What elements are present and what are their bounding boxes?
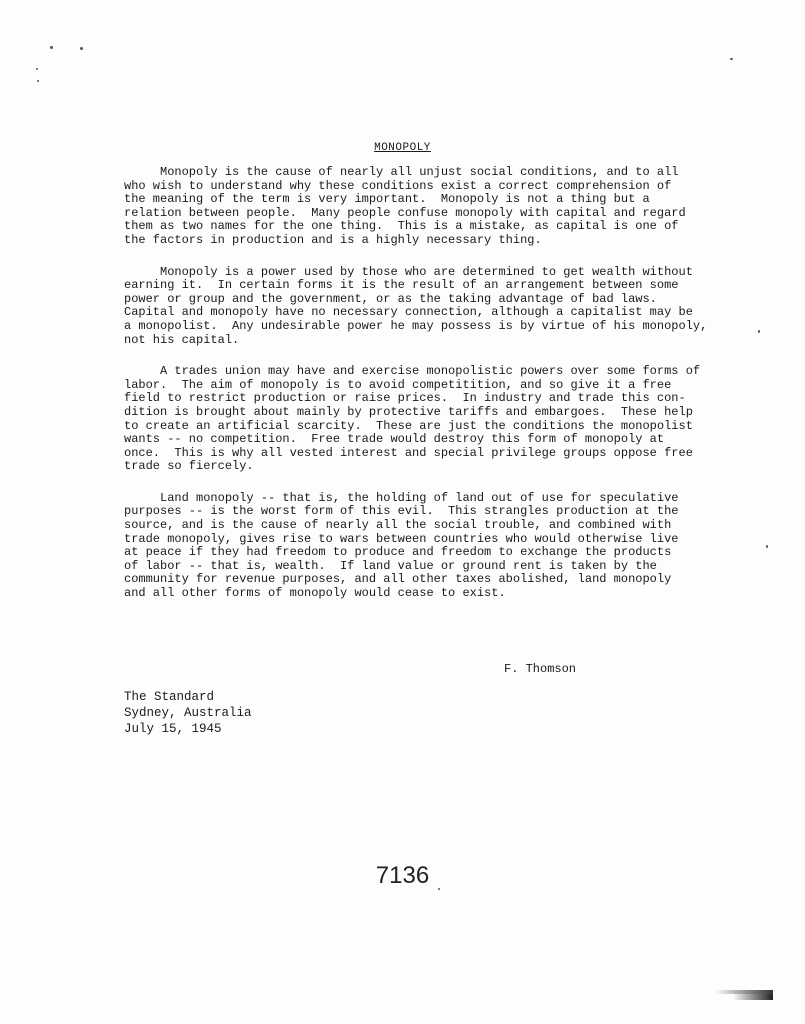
- text-line: Capital and monopoly have no necessary connection, although a capitalist may be: [124, 305, 693, 320]
- paragraph-3: [124, 364, 701, 474]
- text-line: A trades union may have and exercise monopolistic powers over some forms of: [124, 364, 701, 379]
- text-line: earning it. In certain forms it is the result of an arrangement between some: [124, 278, 679, 293]
- scan-speck: [766, 545, 768, 548]
- text-line: wants -- no competition. Free trade would destroy this form of monopoly at: [124, 432, 665, 447]
- paragraph-4: [124, 492, 684, 601]
- text-line: Monopoly is the cause of nearly all unjust social conditions, and to all: [124, 165, 679, 179]
- text-line: Land monopoly -- that is, the holding of land out of use for speculative: [124, 490, 679, 505]
- text-line: once. This is why all vested interest and special privilege groups oppose free: [124, 445, 693, 460]
- document-body: [124, 165, 708, 619]
- source-location: Sydney, Australia: [124, 706, 252, 720]
- text-line: source, and is the cause of nearly all the social trouble, and combined with: [124, 518, 672, 533]
- text-line: field to restrict production or raise prices. In industry and trade this con-: [124, 391, 686, 406]
- text-line: trade monopoly, gives rise to wars between countries who would otherwise live: [124, 531, 679, 546]
- text-line: the meaning of the term is very important. Monopoly is not a thing but a: [124, 192, 650, 207]
- text-line: them as two names for the one thing. This is a mistake, as capital is one of: [124, 219, 679, 234]
- scan-speck: [730, 58, 733, 60]
- scan-speck: [50, 46, 53, 49]
- text-line: community for revenue purposes, and all other taxes abolished, land monopoly: [124, 572, 672, 587]
- page-number: 7136: [375, 862, 430, 889]
- text-line: not his capital.: [124, 332, 240, 347]
- text-line: and all other forms of monopoly would cease to exist.: [124, 586, 506, 601]
- source-publication: The Standard: [124, 690, 215, 704]
- scan-edge-shadow: [733, 994, 773, 1000]
- author-signature: F. Thomson: [504, 662, 577, 676]
- text-line: of labor -- that is, wealth. If land value or ground rent is taken by the: [124, 558, 657, 573]
- text-line: dition is brought about mainly by protective tariffs and embargoes. These help: [124, 404, 693, 419]
- text-line: at peace if they had freedom to produce and freedom to exchange the products: [124, 545, 672, 560]
- text-line: labor. The aim of monopoly is to avoid competitition, and so give it a free: [124, 377, 672, 392]
- text-line: Monopoly is a power used by those who are determined to get wealth without: [124, 264, 693, 279]
- text-line: a monopolist. Any undesirable power he may possess is by virtue of his monopoly,: [124, 318, 708, 333]
- paragraph-1: [124, 166, 684, 248]
- scan-speck: [36, 68, 38, 70]
- source-date: July 15, 1945: [124, 722, 222, 736]
- text-line: power or group and the government, or as the taking advantage of bad laws.: [124, 291, 657, 306]
- text-line: who wish to understand why these conditions exist a correct comprehension of: [124, 178, 672, 193]
- text-line: relation between people. Many people confuse monopoly with capital and regard: [124, 205, 686, 220]
- scan-speck: [37, 80, 39, 82]
- scan-speck: [80, 47, 83, 50]
- scan-speck: [758, 330, 760, 333]
- text-line: purposes -- is the worst form of this evil. This strangles production at the: [124, 504, 679, 519]
- source-block: [124, 689, 252, 737]
- document-title: MONOPOLY: [374, 142, 431, 154]
- paragraph-2: [124, 264, 708, 348]
- text-line: trade so fiercely.: [124, 459, 254, 474]
- text-line: the factors in production and is a highly necessary thing.: [124, 232, 542, 247]
- text-line: to create an artificial scarcity. These are just the conditions the monopolist: [124, 418, 693, 433]
